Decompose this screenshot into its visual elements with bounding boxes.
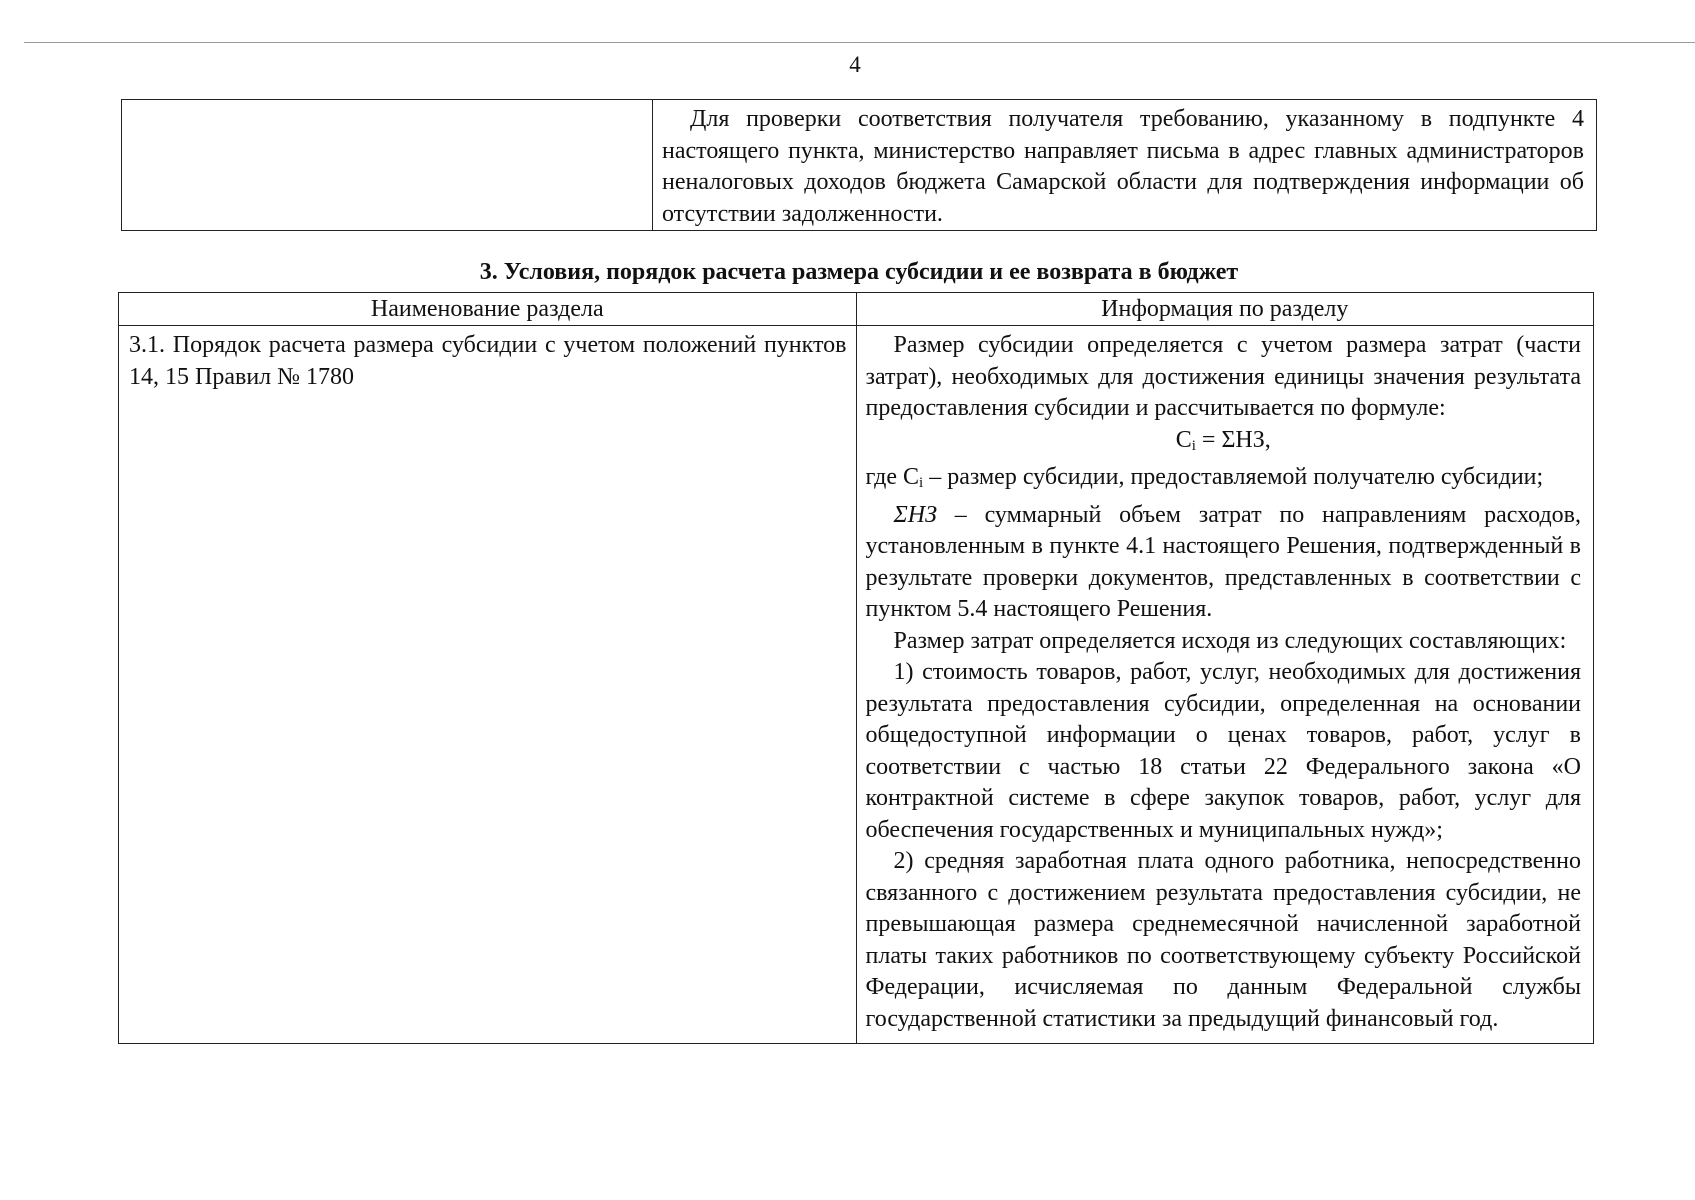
- empty-cell: [122, 100, 653, 231]
- paragraph-6: 2) средняя заработная плата одного работника, непосредственно связанного с достижением результата предоставления субсидии, не превышающая размера среднемесячной начисленной заработной платы таких работников по соответствующему субъекту Российской Федерации, исчисляемая по данным Федеральной службы государственной статистики за предыдущий финансовый год.: [865, 848, 1581, 1032]
- paragraph-5: 1) стоимость товаров, работ, услуг, необходимых для достижения результата предоставления субсидии, определенная на основании общедоступной информации о ценах товаров, работ, услуг в соответствии с частью 18 статьи 22 Федерального закона «О контрактной системе в сфере закупок товаров, работ, услуг для обеспечения государственных и муниципальных нужд»;: [865, 659, 1581, 843]
- table-header-row: [119, 293, 1594, 326]
- continuation-table: [121, 99, 1597, 231]
- table-row: [119, 326, 1594, 1044]
- column-header-info: Информация по разделу: [856, 293, 1594, 326]
- row-label: 3.1. Порядок расчета размера субсидии с учетом положений пунктов 14, 15 Правил № 1780: [129, 332, 847, 390]
- section-title: 3. Условия, порядок расчета размера субсидии и ее возврата в бюджет: [479, 259, 1239, 285]
- paragraph-4: Размер затрат определяется исходя из следующих составляющих:: [893, 627, 1567, 654]
- paragraph-1: Размер субсидии определяется с учетом размера затрат (части затрат), необходимых для достижения единицы значения результата предоставления субсидии и рассчитывается по формуле:: [865, 332, 1581, 421]
- header-rule: [24, 42, 1695, 43]
- section-table: [118, 292, 1594, 1044]
- column-header-name: Наименование раздела: [119, 293, 857, 326]
- continuation-text: Для проверки соответствия получателя требованию, указанному в подпункте 4 настоящего пункта, министерство направляет письма в адрес главных администраторов неналоговых доходов бюджета Самарской области для подтверждения информации об отсутствии задолженности.: [662, 106, 1584, 227]
- table-row: [122, 100, 1597, 231]
- page-number: 4: [849, 52, 861, 77]
- continuation-cell: [653, 100, 1597, 231]
- formula: $C_i = \Sigma НЗ$,: [1175, 426, 1271, 454]
- paragraph-3: ΣНЗ – суммарный объем затрат по направлениям расходов, установленным в пункте 4.1 настоящего Решения, подтвержденный в результате проверки документов, представленных в соответствии с пунктом 5.4 настоящего Решения.: [865, 501, 1581, 622]
- row-info-cell: [856, 326, 1594, 1044]
- paragraph-2: где $C_i$ – размер субсидии, предоставляемой получателю субсидии;: [865, 464, 1544, 491]
- row-label-cell: [119, 326, 857, 1044]
